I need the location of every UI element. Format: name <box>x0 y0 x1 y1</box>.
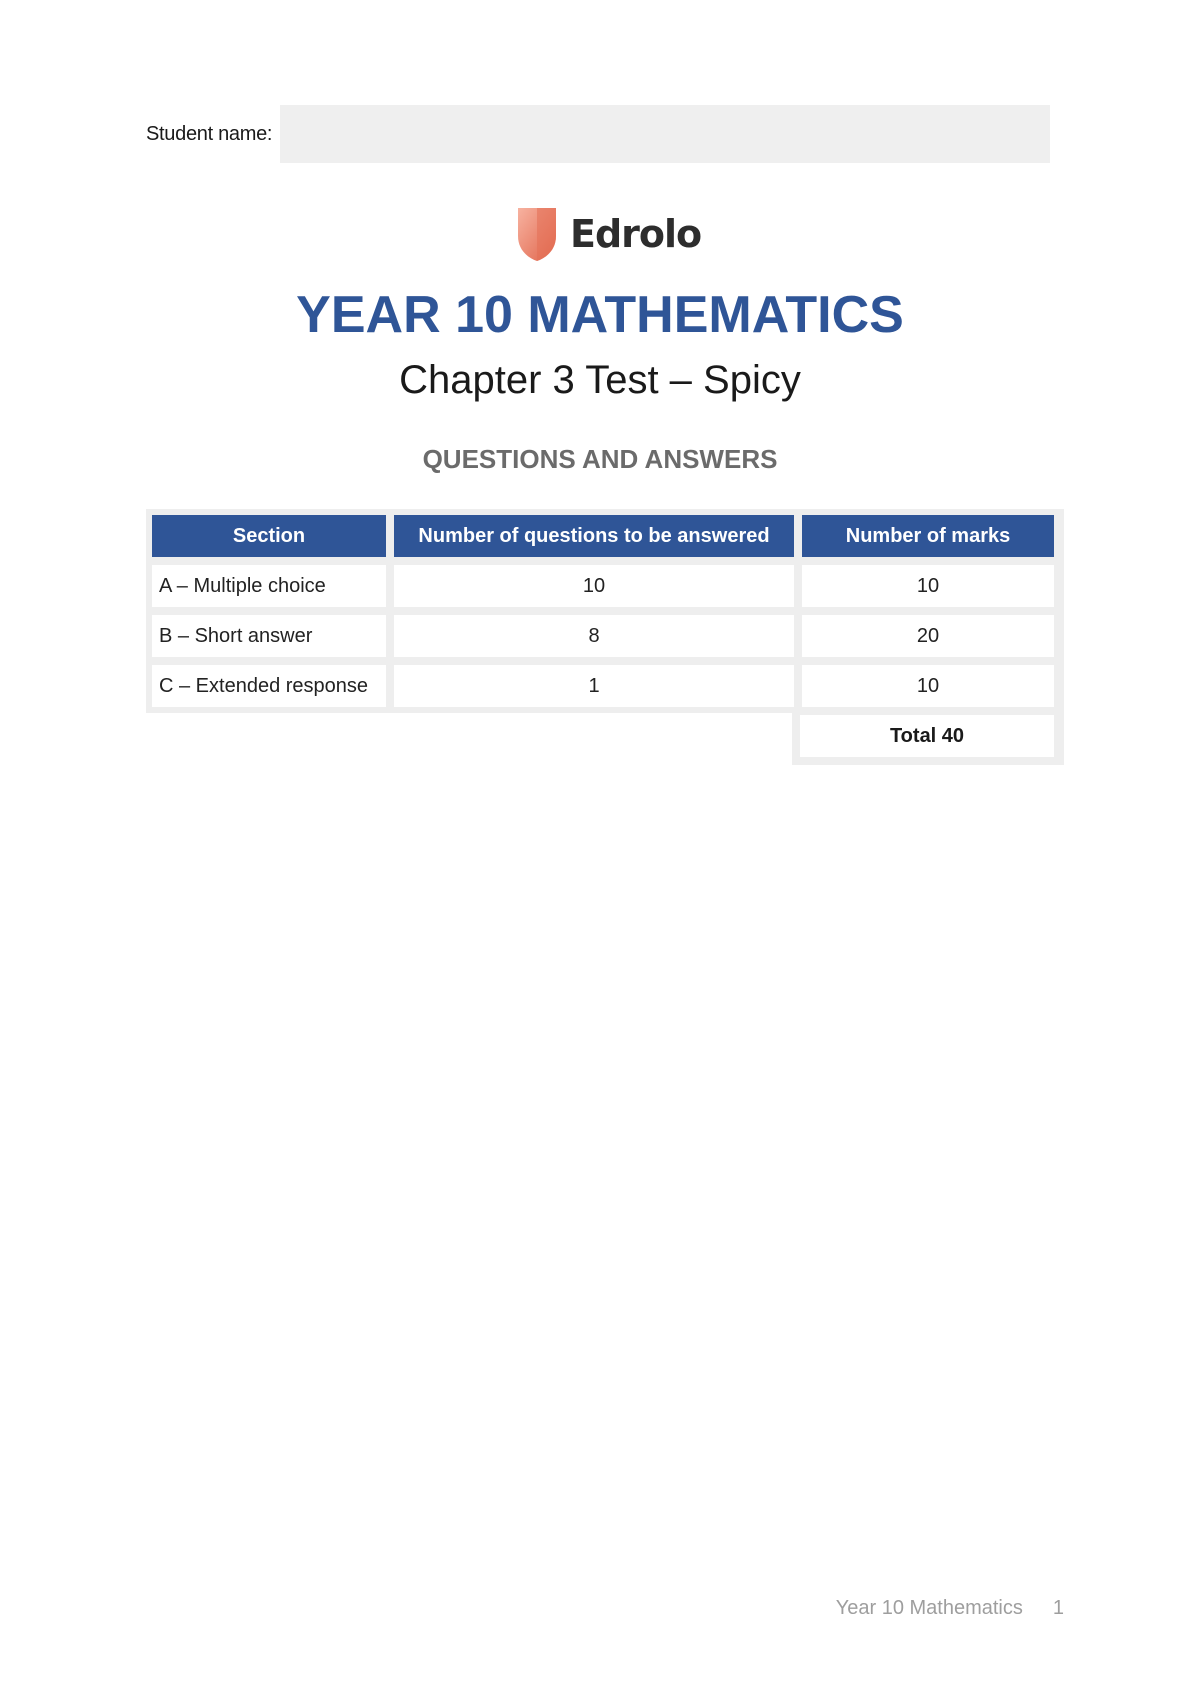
total-marks: Total 40 <box>800 715 1054 757</box>
table-row <box>152 565 1058 607</box>
student-name-input[interactable] <box>280 105 1050 163</box>
row-section: A – Multiple choice <box>152 565 386 607</box>
shield-icon <box>516 206 558 262</box>
row-questions: 10 <box>394 565 794 607</box>
summary-table <box>146 509 1064 713</box>
header-section: Section <box>152 515 386 557</box>
student-name-row <box>146 104 1050 164</box>
page-number: 1 <box>1052 1597 1064 1619</box>
header-questions: Number of questions to be answered <box>394 515 794 557</box>
row-section: B – Short answer <box>152 615 386 657</box>
header-marks: Number of marks <box>802 515 1054 557</box>
student-name-label: Student name: <box>146 122 273 145</box>
table-row <box>152 615 1058 657</box>
footer-title: Year 10 Mathematics <box>835 1597 1023 1619</box>
logo-wordmark: Edrolo <box>570 212 702 256</box>
page-title: YEAR 10 MATHEMATICS <box>296 286 904 344</box>
row-marks: 20 <box>802 615 1054 657</box>
table-header-row <box>152 515 1058 557</box>
edrolo-logo <box>516 206 701 262</box>
row-marks: 10 <box>802 665 1054 707</box>
page-subtitle: Chapter 3 Test – Spicy <box>399 358 801 402</box>
section-heading: QUESTIONS AND ANSWERS <box>422 444 778 474</box>
total-box <box>792 709 1064 765</box>
row-questions: 8 <box>394 615 794 657</box>
table-row <box>152 665 1058 707</box>
page-footer <box>800 1597 1064 1620</box>
row-section: C – Extended response <box>152 665 386 707</box>
row-marks: 10 <box>802 565 1054 607</box>
row-questions: 1 <box>394 665 794 707</box>
